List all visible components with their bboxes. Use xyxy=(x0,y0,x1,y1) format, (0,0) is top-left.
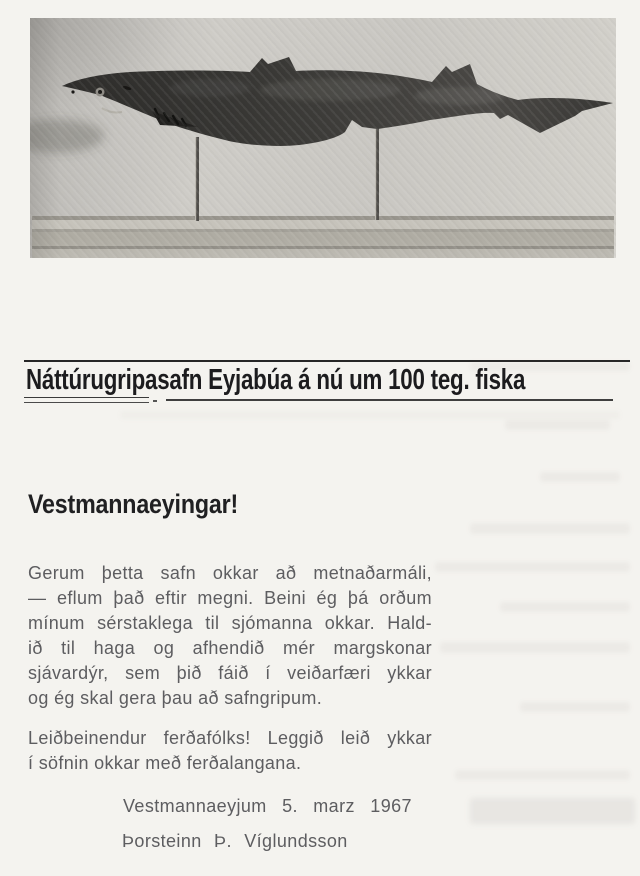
shark-specimen xyxy=(62,57,613,146)
paragraph-2 xyxy=(28,726,432,776)
bleed-through-smudge xyxy=(505,420,610,430)
paragraph-line: — eflum það eftir megni. Beini ég þá orðum xyxy=(28,588,432,608)
headline-rule-dot xyxy=(153,400,157,402)
support-rod-rear xyxy=(375,128,379,220)
support-rod-front xyxy=(195,137,199,221)
article-headline-text: Náttúrugripasafn Eyjabúa á nú um 100 teg. fiska xyxy=(26,364,526,396)
wall-shadow xyxy=(30,119,104,153)
subheading-text: Vestmannaeyingar! xyxy=(28,489,239,519)
paragraph-line: ið til haga og afhendið mér margskonar xyxy=(28,638,432,658)
paragraph-line: Leiðbeinendur ferðafólks! Leggið leið ykkar xyxy=(28,728,432,748)
bleed-through-smudge xyxy=(520,702,630,712)
signature: Þorsteinn Þ. Víglundsson xyxy=(122,831,348,851)
headline-rule-bottom-right xyxy=(166,399,613,401)
paragraph-1 xyxy=(28,561,432,711)
paragraph-line: sjávardýr, sem þið fáið í veiðarfæri ykkar xyxy=(28,663,432,683)
subheading xyxy=(28,489,272,520)
bleed-through-smudge xyxy=(440,642,630,653)
bleed-through-smudge xyxy=(120,411,620,419)
bleed-through-smudge xyxy=(500,602,630,612)
wooden-base xyxy=(32,216,614,258)
bleed-through-smudge xyxy=(435,562,630,572)
specimen-photo xyxy=(30,18,616,258)
paragraph-line: Gerum þetta safn okkar að metnaðarmáli, xyxy=(28,563,432,583)
bleed-through-smudge xyxy=(470,523,630,534)
paragraph-line: og ég skal gera þau að safngripum. xyxy=(28,688,323,708)
bleed-through-smudge xyxy=(540,472,620,482)
bleed-through-smudge xyxy=(470,362,630,371)
bleed-through-smudge xyxy=(455,770,630,780)
headline-rule-bottom-left xyxy=(24,397,149,403)
paragraph-line: í söfnin okkar með ferðalangana. xyxy=(28,753,302,773)
bleed-through-smudge xyxy=(470,798,635,824)
paragraph-line: mínum sérstaklega til sjómanna okkar. Hald- xyxy=(28,613,432,633)
dateline: Vestmannaeyjum 5. marz 1967 xyxy=(123,796,412,816)
mounted-shark-illustration xyxy=(30,18,616,258)
